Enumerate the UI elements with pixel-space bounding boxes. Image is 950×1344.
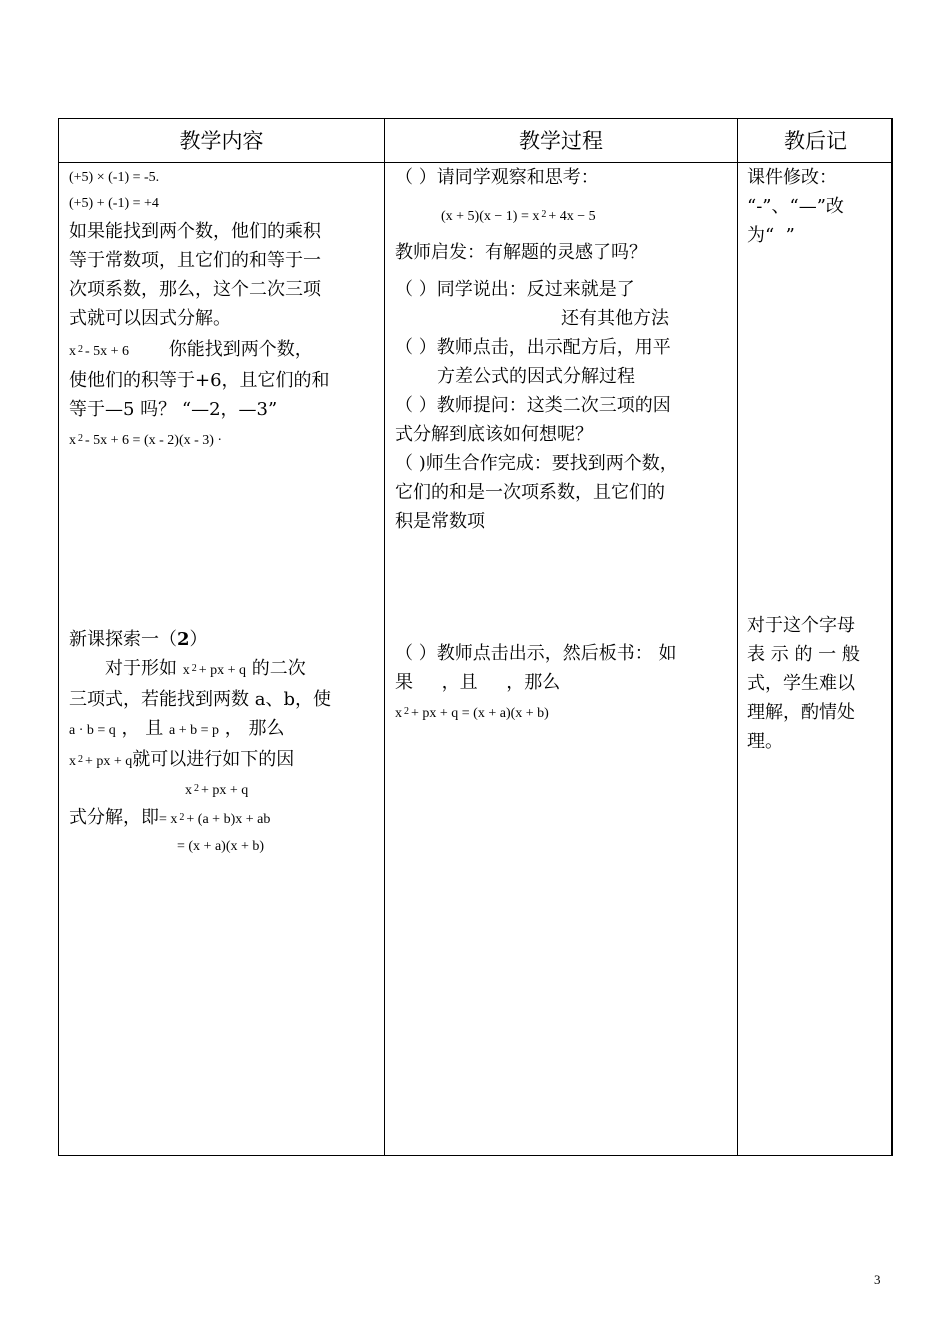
paragraph-line: 次项系数，那么，这个二次三项 (69, 279, 321, 300)
step-line: （ ）教师点击出示，然后板书： 如 (395, 643, 677, 664)
step-line: （ ）教师点击，出示配方后，用平 (395, 337, 671, 358)
note-line: 表 示 的 一 般 (747, 644, 860, 665)
paragraph-line: 等于常数项，且它们的和等于一 (69, 250, 321, 271)
derivation-step: = (x + a)(x + b) (177, 839, 265, 854)
note-line: 课件修改： (747, 167, 837, 188)
paragraph-line: 式就可以因式分解。 (69, 308, 231, 329)
notes-cell-top (747, 163, 889, 250)
step-line: （ ）请同学观察和思考： (395, 167, 599, 188)
math-sum: (+5) + (-1) = +4 (69, 196, 159, 211)
math-expansion: (x + 5)(x − 1) = x $^2$ + 4x − 5 (441, 209, 596, 224)
math-general-form: x $^2$ + px + q (69, 754, 133, 769)
column-divider (384, 119, 385, 1155)
note-line: “-”、“—”改 (747, 196, 844, 217)
paragraph-line: x $^2$ + px + q就可以进行如下的因 (69, 749, 295, 770)
column-divider (737, 119, 738, 1155)
paragraph-line: 对于形如 x $^2$ + px + q 的二次 (105, 658, 306, 679)
paragraph-line: 使他们的积等于+6，且它们的和 (69, 370, 330, 391)
step-line: 还有其他方法 (561, 308, 669, 329)
math-sum-condition: a + b = p (168, 723, 219, 738)
table-outer-edge (892, 118, 893, 1156)
note-line: 为“ ” (747, 225, 795, 246)
paragraph-line: a · b = q ， 且 a + b = p ， 那么 (69, 718, 285, 739)
paragraph-line: 等于—5 吗？ “—2，—3” (69, 399, 278, 420)
section-title: 新课探索一（2） (69, 629, 208, 650)
content-cell-top (69, 165, 377, 455)
note-line: 式，学生难以 (747, 673, 855, 694)
step-line: （ )师生合作完成：要找到两个数， (395, 453, 678, 474)
math-trinomial: x $^2$ - 5x + 6 (69, 344, 130, 359)
note-line: 对于这个字母 (747, 615, 855, 636)
question-text: 你能找到两个数， (168, 339, 313, 360)
step-line: 它们的和是一次项系数，且它们的 (395, 482, 665, 503)
math-product-condition: a · b = q (69, 723, 116, 738)
step-line: 教师启发：有解题的灵感了吗？ (395, 242, 647, 263)
math-general-factorization: x $^2$ + px + q = (x + a)(x + b) (395, 706, 549, 721)
paragraph-line: 三项式，若能找到两数 a、b，使 (69, 689, 331, 710)
content-cell-bottom (69, 625, 377, 860)
header-teaching-process: 教学过程 (519, 129, 603, 153)
step-line: （ ）教师提问：这类二次三项的因 (395, 395, 671, 416)
step-line: 式分解到底该如何想呢？ (395, 424, 593, 445)
math-general-form: x $^2$ + px + q (182, 663, 247, 678)
paragraph-line: 如果能找到两个数，他们的乘积 (69, 221, 321, 242)
note-line: 理解，酌情处 (747, 702, 855, 723)
derivation-step: 式分解，即= x $^2$ + (a + b)x + ab (69, 807, 271, 828)
question-line (69, 335, 377, 366)
step-line: 果 ，且 ，那么 (395, 672, 561, 693)
process-cell-top (395, 163, 729, 536)
math-factorization: x $^2$ - 5x + 6 = (x - 2)(x - 3) · (69, 433, 223, 448)
step-line: 积是常数项 (395, 511, 485, 532)
derivation-step: x $^2$ + px + q (185, 783, 249, 798)
header-teaching-content: 教学内容 (179, 129, 264, 153)
process-cell-bottom (395, 639, 729, 728)
lesson-table (58, 118, 892, 1156)
page-number: 3 (874, 1272, 881, 1287)
header-post-class-notes: 教后记 (784, 129, 847, 153)
step-line: （ ）同学说出：反过来就是了 (395, 279, 635, 300)
step-line: 方差公式的因式分解过程 (437, 366, 635, 387)
math-product: (+5) × (-1) = -5. (69, 170, 160, 185)
note-line: 理。 (747, 731, 783, 752)
notes-cell-bottom (747, 611, 889, 756)
